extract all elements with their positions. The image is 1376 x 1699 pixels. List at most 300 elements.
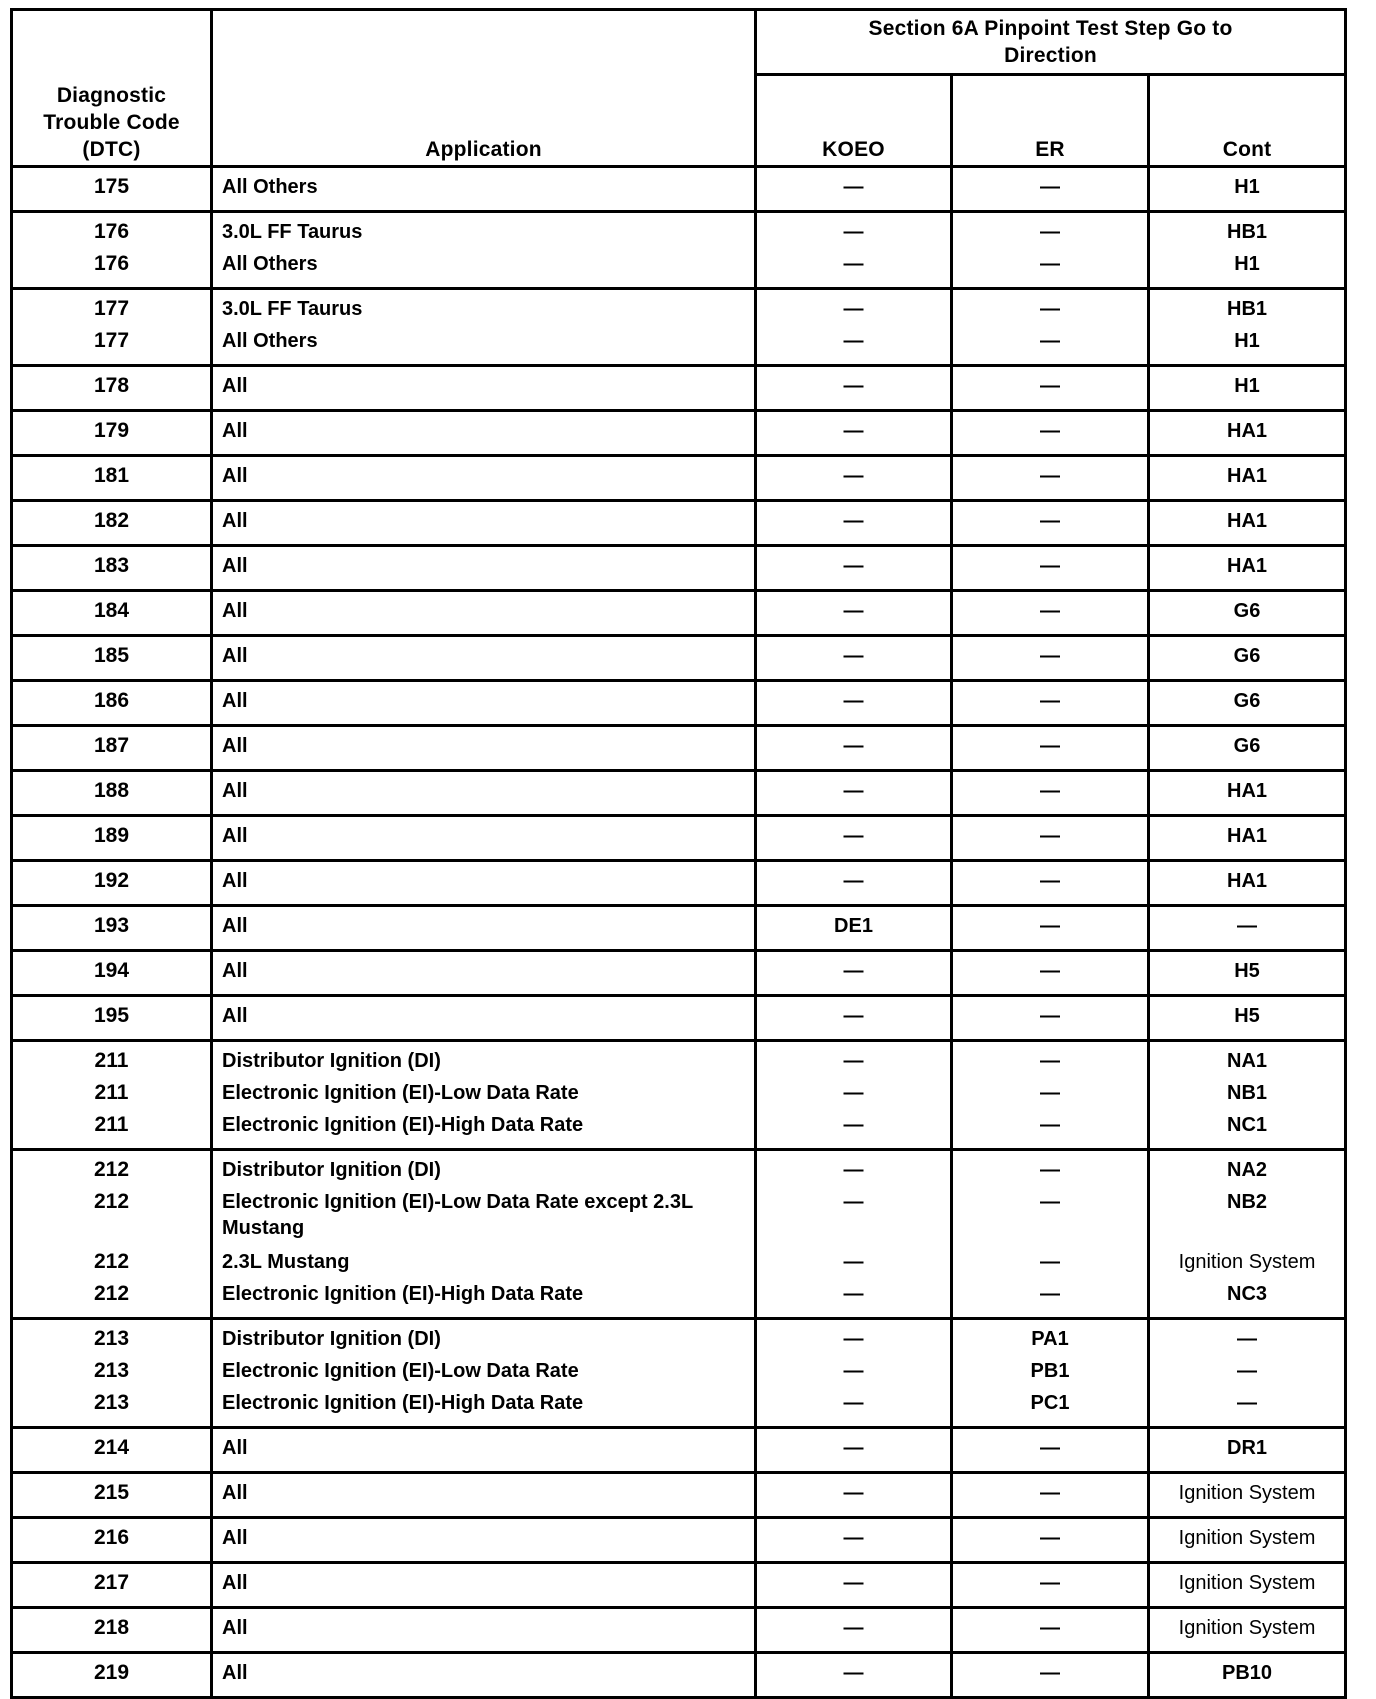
- application-cell: [212, 1041, 756, 1150]
- koeo-step: —: [843, 420, 864, 442]
- cont-step-cell: [1149, 861, 1346, 906]
- er-step-cell: [952, 546, 1149, 591]
- koeo-step-cell: [756, 681, 952, 726]
- application: All: [222, 465, 248, 487]
- er-step-cell: [952, 212, 1149, 289]
- application: Electronic Ignition (EI)-Low Data Rate: [222, 1360, 579, 1382]
- dtc-code: 178: [93, 374, 130, 397]
- application: 3.0L FF Taurus: [222, 221, 363, 243]
- dtc-code: 212: [93, 1190, 130, 1213]
- er-step: —: [1040, 1114, 1060, 1136]
- cont-step: PB10: [1222, 1662, 1273, 1684]
- er-step-cell: [952, 636, 1149, 681]
- dtc-code: 219: [93, 1661, 130, 1684]
- application-cell: [212, 861, 756, 906]
- er-step: —: [1040, 1251, 1060, 1273]
- application-cell: [212, 167, 756, 212]
- application-cell: [212, 951, 756, 996]
- dtc-code: 192: [93, 869, 130, 892]
- dtc-code: 181: [93, 464, 130, 487]
- dtc-code: 175: [93, 175, 130, 198]
- koeo-step-cell: [756, 1518, 952, 1563]
- table-row: [12, 1518, 1346, 1563]
- cont-step: HA1: [1227, 465, 1268, 487]
- er-step-cell: [952, 861, 1149, 906]
- koeo-step-cell: [756, 726, 952, 771]
- cont-step-cell: [1149, 366, 1346, 411]
- er-step: —: [1040, 420, 1060, 442]
- cont-step: NB2: [1227, 1191, 1268, 1213]
- koeo-step: —: [843, 1437, 864, 1459]
- cont-step-cell: [1149, 996, 1346, 1041]
- er-step: —: [1040, 960, 1060, 982]
- application-cell: [212, 1608, 756, 1653]
- dtc-code: 179: [93, 419, 130, 442]
- application: All: [222, 1572, 248, 1594]
- application-cell: [212, 501, 756, 546]
- table-row: [12, 996, 1346, 1041]
- cont-step: —: [1237, 1360, 1258, 1382]
- cont-step-cell: [1149, 1608, 1346, 1653]
- application-cell: [212, 1428, 756, 1473]
- table-row: [12, 1563, 1346, 1608]
- application: All: [222, 1005, 248, 1027]
- er-step-cell: [952, 456, 1149, 501]
- cont-step-cell: [1149, 1428, 1346, 1473]
- dtc-code-cell: [12, 212, 212, 289]
- cont-step-cell: [1149, 1518, 1346, 1563]
- cont-step-cell: [1149, 1041, 1346, 1150]
- application-cell: [212, 726, 756, 771]
- application-cell: [212, 906, 756, 951]
- koeo-step: —: [843, 1392, 864, 1414]
- cont-step: H1: [1234, 176, 1260, 198]
- cont-step: NA2: [1227, 1159, 1268, 1181]
- koeo-step-cell: [756, 411, 952, 456]
- er-step-cell: [952, 1150, 1149, 1319]
- er-step: PA1: [1031, 1328, 1069, 1350]
- table-row: [12, 289, 1346, 366]
- cont-step-cell: [1149, 1150, 1346, 1319]
- application: All: [222, 1482, 248, 1504]
- header-dtc: Diagnostic Trouble Code (DTC): [12, 10, 212, 167]
- application: All: [222, 600, 248, 622]
- cont-step: Ignition System: [1178, 1617, 1316, 1639]
- table-row: [12, 726, 1346, 771]
- er-step: PC1: [1030, 1392, 1070, 1414]
- application: All: [222, 735, 248, 757]
- cont-step-cell: [1149, 726, 1346, 771]
- dtc-code: 212: [93, 1158, 130, 1181]
- er-step: —: [1040, 510, 1060, 532]
- dtc-code-cell: [12, 996, 212, 1041]
- cont-step: NC1: [1227, 1114, 1268, 1136]
- dtc-code-cell: [12, 1473, 212, 1518]
- koeo-step-cell: [756, 212, 952, 289]
- cont-step: HB1: [1227, 298, 1268, 320]
- koeo-step: —: [843, 870, 864, 892]
- koeo-step-cell: [756, 1608, 952, 1653]
- application-cell: [212, 411, 756, 456]
- cont-step: Ignition System: [1178, 1482, 1316, 1504]
- application-cell: [212, 1563, 756, 1608]
- er-step: —: [1040, 221, 1060, 243]
- application: All: [222, 1437, 248, 1459]
- cont-step: G6: [1233, 735, 1261, 757]
- cont-step-cell: [1149, 681, 1346, 726]
- dtc-code-cell: [12, 501, 212, 546]
- dtc-code: 195: [93, 1004, 130, 1027]
- application: All Others: [222, 330, 318, 352]
- dtc-code: 185: [93, 644, 130, 667]
- table-row: [12, 951, 1346, 996]
- table-row: [12, 501, 1346, 546]
- koeo-step: —: [843, 960, 864, 982]
- er-step: —: [1040, 298, 1060, 320]
- dtc-code: 211: [94, 1049, 129, 1072]
- application: All: [222, 510, 248, 532]
- cont-step-cell: [1149, 1563, 1346, 1608]
- er-step-cell: [952, 1041, 1149, 1150]
- koeo-step: —: [843, 1572, 864, 1594]
- application-cell: [212, 1653, 756, 1698]
- header-application: Application: [212, 10, 756, 167]
- table-row: [12, 681, 1346, 726]
- application-cell: [212, 212, 756, 289]
- er-step: —: [1040, 465, 1060, 487]
- er-step-cell: [952, 1319, 1149, 1428]
- cont-step-cell: [1149, 456, 1346, 501]
- application: All: [222, 915, 248, 937]
- cont-step: HB1: [1227, 221, 1268, 243]
- er-step: —: [1040, 253, 1060, 275]
- dtc-code: 188: [93, 779, 130, 802]
- cont-step: H1: [1234, 330, 1260, 352]
- cont-step: —: [1237, 1392, 1258, 1414]
- er-step: —: [1040, 1005, 1060, 1027]
- koeo-step-cell: [756, 771, 952, 816]
- dtc-code-cell: [12, 366, 212, 411]
- er-step: —: [1040, 330, 1060, 352]
- koeo-step: —: [843, 298, 864, 320]
- er-step-cell: [952, 1473, 1149, 1518]
- dtc-code-cell: [12, 1608, 212, 1653]
- er-step-cell: [952, 591, 1149, 636]
- cont-step: NC3: [1227, 1283, 1268, 1305]
- er-step: —: [1040, 780, 1060, 802]
- application: Distributor Ignition (DI): [222, 1159, 441, 1181]
- dtc-code-cell: [12, 456, 212, 501]
- er-step: —: [1040, 1050, 1060, 1072]
- cont-step-cell: [1149, 167, 1346, 212]
- application-cell: [212, 546, 756, 591]
- er-step-cell: [952, 366, 1149, 411]
- dtc-code-cell: [12, 1563, 212, 1608]
- application: All: [222, 690, 248, 712]
- er-step-cell: [952, 289, 1149, 366]
- dtc-code: 189: [93, 824, 130, 847]
- application: 3.0L FF Taurus: [222, 298, 363, 320]
- cont-step-cell: [1149, 1653, 1346, 1698]
- koeo-step: —: [843, 690, 864, 712]
- dtc-code: 184: [93, 599, 130, 622]
- cont-step-cell: [1149, 816, 1346, 861]
- koeo-step: —: [843, 1251, 864, 1273]
- er-step-cell: [952, 411, 1149, 456]
- dtc-code: 176: [93, 252, 130, 275]
- koeo-step: —: [843, 1050, 864, 1072]
- application-cell: [212, 366, 756, 411]
- koeo-step: —: [843, 1159, 864, 1181]
- dtc-code-cell: [12, 906, 212, 951]
- er-step: —: [1040, 600, 1060, 622]
- er-step: —: [1040, 1437, 1060, 1459]
- er-step: —: [1040, 690, 1060, 712]
- dtc-code-cell: [12, 1319, 212, 1428]
- koeo-step: —: [843, 600, 864, 622]
- dtc-code-cell: [12, 816, 212, 861]
- dtc-code-cell: [12, 681, 212, 726]
- dtc-code: 183: [93, 554, 130, 577]
- cont-step-cell: [1149, 771, 1346, 816]
- koeo-step-cell: [756, 289, 952, 366]
- application: All: [222, 1662, 248, 1684]
- application: All: [222, 780, 248, 802]
- application: All: [222, 645, 248, 667]
- er-step: —: [1040, 1482, 1060, 1504]
- er-step: —: [1040, 1662, 1060, 1684]
- application: All: [222, 1527, 248, 1549]
- koeo-step-cell: [756, 1150, 952, 1319]
- koeo-step-cell: [756, 906, 952, 951]
- er-step: —: [1040, 555, 1060, 577]
- application-cell: [212, 591, 756, 636]
- application-cell: [212, 681, 756, 726]
- application-cell: [212, 996, 756, 1041]
- koeo-step-cell: [756, 1428, 952, 1473]
- er-step-cell: [952, 816, 1149, 861]
- application: All Others: [222, 253, 318, 275]
- koeo-step: —: [843, 1283, 864, 1305]
- koeo-step: —: [843, 253, 864, 275]
- table-row: [12, 546, 1346, 591]
- er-step: —: [1040, 1159, 1060, 1181]
- application: Distributor Ignition (DI): [222, 1050, 441, 1072]
- koeo-step-cell: [756, 861, 952, 906]
- er-step: PB1: [1030, 1360, 1070, 1382]
- er-step-cell: [952, 951, 1149, 996]
- koeo-step-cell: [756, 996, 952, 1041]
- dtc-table: [10, 8, 1347, 1699]
- cont-step: G6: [1233, 600, 1261, 622]
- er-step-cell: [952, 1428, 1149, 1473]
- dtc-code-cell: [12, 546, 212, 591]
- cont-step: HA1: [1227, 420, 1268, 442]
- koeo-step: —: [843, 780, 864, 802]
- er-step-cell: [952, 771, 1149, 816]
- koeo-step: —: [843, 1360, 864, 1382]
- application: Distributor Ignition (DI): [222, 1328, 441, 1350]
- dtc-code: 193: [93, 914, 130, 937]
- table-row: [12, 1319, 1346, 1428]
- cont-step-cell: [1149, 591, 1346, 636]
- er-step: —: [1040, 825, 1060, 847]
- koeo-step: —: [843, 825, 864, 847]
- cont-step: NA1: [1227, 1050, 1268, 1072]
- koeo-step: —: [843, 1114, 864, 1136]
- koeo-step-cell: [756, 951, 952, 996]
- koeo-step: —: [843, 735, 864, 757]
- dtc-code: 187: [93, 734, 130, 757]
- table-row: [12, 411, 1346, 456]
- dtc-code: 186: [93, 689, 130, 712]
- dtc-code: 176: [93, 220, 130, 243]
- koeo-step-cell: [756, 591, 952, 636]
- er-step: —: [1040, 915, 1060, 937]
- application: Electronic Ignition (EI)-Low Data Rate except 2.3L Mustang: [222, 1191, 693, 1239]
- table-row: [12, 1473, 1346, 1518]
- koeo-step: —: [843, 510, 864, 532]
- er-step-cell: [952, 1563, 1149, 1608]
- dtc-code: 213: [93, 1359, 130, 1382]
- koeo-step-cell: [756, 1563, 952, 1608]
- koeo-step: —: [843, 1617, 864, 1639]
- dtc-code: 213: [93, 1327, 130, 1350]
- application: All: [222, 870, 248, 892]
- table-row: [12, 1428, 1346, 1473]
- cont-step-cell: [1149, 212, 1346, 289]
- dtc-code: 182: [93, 509, 130, 532]
- cont-step-cell: [1149, 501, 1346, 546]
- koeo-step: —: [843, 1005, 864, 1027]
- application: Electronic Ignition (EI)-High Data Rate: [222, 1114, 584, 1136]
- er-step: —: [1040, 870, 1060, 892]
- dtc-code-cell: [12, 1150, 212, 1319]
- dtc-code-cell: [12, 1041, 212, 1150]
- dtc-code: 214: [93, 1436, 130, 1459]
- header-er: ER: [952, 75, 1149, 167]
- application-cell: [212, 1518, 756, 1563]
- er-step-cell: [952, 996, 1149, 1041]
- er-step: —: [1040, 645, 1060, 667]
- table-row: [12, 167, 1346, 212]
- application: Electronic Ignition (EI)-High Data Rate: [222, 1392, 584, 1414]
- koeo-step: —: [843, 1082, 864, 1104]
- dtc-code-cell: [12, 591, 212, 636]
- application-cell: [212, 636, 756, 681]
- cont-step: H5: [1234, 1005, 1260, 1027]
- cont-step: HA1: [1227, 780, 1268, 802]
- er-step: —: [1040, 1082, 1060, 1104]
- table-row: [12, 861, 1346, 906]
- cont-step: HA1: [1227, 510, 1268, 532]
- dtc-code: 217: [93, 1571, 130, 1594]
- application-cell: [212, 1150, 756, 1319]
- dtc-code: 212: [93, 1282, 130, 1305]
- dtc-code-cell: [12, 726, 212, 771]
- dtc-code: 211: [94, 1081, 129, 1104]
- er-step-cell: [952, 726, 1149, 771]
- koeo-step-cell: [756, 366, 952, 411]
- cont-step-cell: [1149, 1473, 1346, 1518]
- koeo-step-cell: [756, 636, 952, 681]
- cont-step-cell: [1149, 546, 1346, 591]
- table-row: [12, 636, 1346, 681]
- application: Electronic Ignition (EI)-High Data Rate: [222, 1283, 584, 1305]
- table-row: [12, 1150, 1346, 1319]
- application-cell: [212, 816, 756, 861]
- dtc-code-cell: [12, 411, 212, 456]
- er-step: —: [1040, 176, 1060, 198]
- application: All: [222, 1617, 248, 1639]
- koeo-step: —: [843, 645, 864, 667]
- er-step: —: [1040, 1617, 1060, 1639]
- er-step-cell: [952, 1653, 1149, 1698]
- table-row: [12, 816, 1346, 861]
- koeo-step-cell: [756, 1041, 952, 1150]
- cont-step: H1: [1234, 375, 1260, 397]
- cont-step-cell: [1149, 906, 1346, 951]
- dtc-code: 218: [93, 1616, 130, 1639]
- er-step-cell: [952, 906, 1149, 951]
- dtc-code: 215: [93, 1481, 130, 1504]
- dtc-code: 211: [94, 1113, 129, 1136]
- koeo-step: —: [843, 221, 864, 243]
- koeo-step: —: [843, 1482, 864, 1504]
- cont-step: —: [1237, 915, 1258, 937]
- er-step: —: [1040, 1191, 1060, 1213]
- cont-step: Ignition System: [1178, 1251, 1316, 1273]
- application-cell: [212, 1473, 756, 1518]
- application-cell: [212, 456, 756, 501]
- application: All: [222, 960, 248, 982]
- er-step-cell: [952, 681, 1149, 726]
- koeo-step: —: [843, 555, 864, 577]
- application-cell: [212, 289, 756, 366]
- cont-step: G6: [1233, 690, 1261, 712]
- cont-step-cell: [1149, 411, 1346, 456]
- er-step-cell: [952, 1608, 1149, 1653]
- cont-step: HA1: [1227, 870, 1268, 892]
- cont-step: Ignition System: [1178, 1527, 1316, 1549]
- table-row: [12, 591, 1346, 636]
- er-step: —: [1040, 1283, 1060, 1305]
- koeo-step-cell: [756, 1319, 952, 1428]
- cont-step: DR1: [1227, 1437, 1268, 1459]
- dtc-code: 212: [93, 1250, 130, 1273]
- cont-step-cell: [1149, 951, 1346, 996]
- dtc-code: 177: [93, 329, 130, 352]
- dtc-code: 213: [93, 1391, 130, 1414]
- table-row: [12, 1653, 1346, 1698]
- dtc-code-cell: [12, 1518, 212, 1563]
- cont-step-cell: [1149, 1319, 1346, 1428]
- cont-step: NB1: [1227, 1082, 1268, 1104]
- table-row: [12, 1041, 1346, 1150]
- koeo-step: —: [843, 330, 864, 352]
- dtc-code: 194: [93, 959, 130, 982]
- koeo-step-cell: [756, 816, 952, 861]
- koeo-step-cell: [756, 456, 952, 501]
- cont-step-cell: [1149, 289, 1346, 366]
- dtc-code-cell: [12, 861, 212, 906]
- application-cell: [212, 1319, 756, 1428]
- er-step-cell: [952, 501, 1149, 546]
- table-row: [12, 212, 1346, 289]
- header-section-6a: Section 6A Pinpoint Test Step Go to Direction: [756, 10, 1346, 75]
- dtc-code-cell: [12, 289, 212, 366]
- koeo-step-cell: [756, 546, 952, 591]
